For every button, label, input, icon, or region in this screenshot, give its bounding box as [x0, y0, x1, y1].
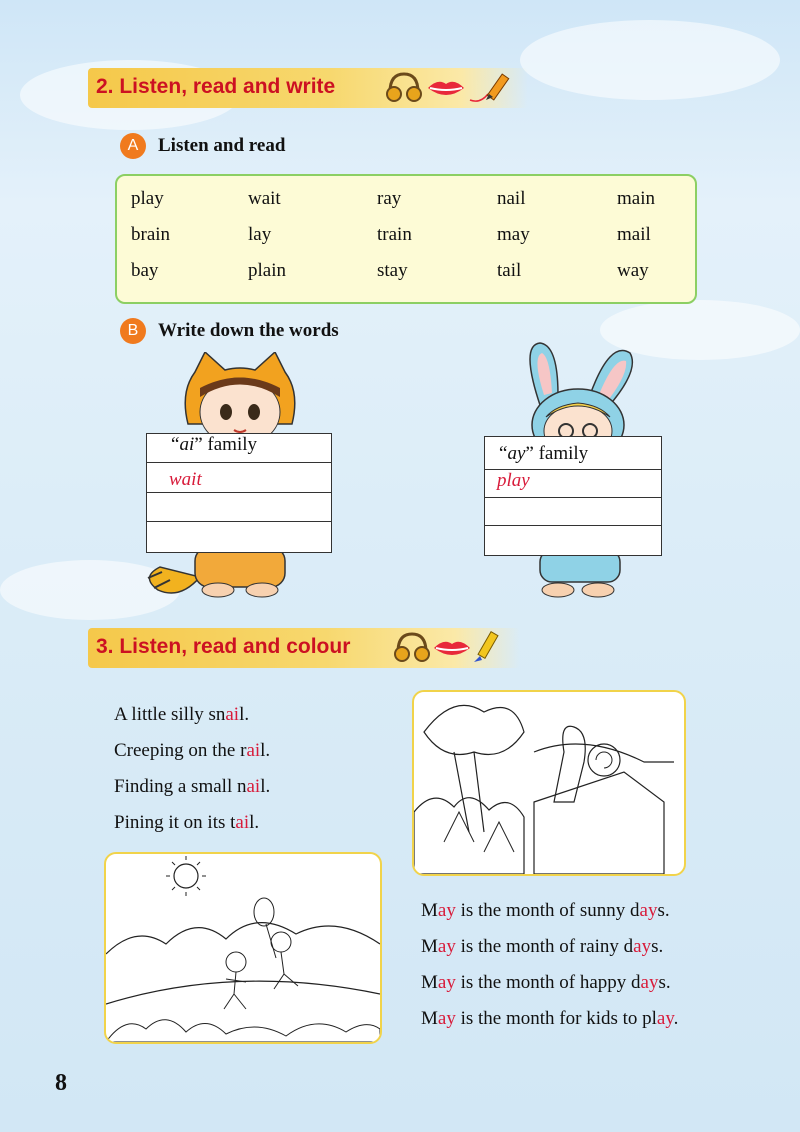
highlight-letters: ay: [437, 936, 456, 957]
kids-picture: [104, 852, 382, 1044]
highlight-letters: ay: [633, 936, 652, 957]
poem-text: l.: [239, 704, 250, 725]
word-item: main: [617, 188, 655, 209]
snail-picture: [412, 690, 686, 876]
part-a-badge: A: [120, 133, 146, 159]
headphones-lips-crayon-icon: [394, 630, 514, 666]
poem-text: Pining it on its t: [114, 812, 236, 833]
pencil-icon: [470, 74, 509, 101]
poem-line: [421, 900, 670, 922]
highlight-letters: ay: [640, 972, 659, 993]
crayon-icon: [474, 632, 498, 662]
ay-family-card: [484, 436, 662, 556]
highlight-letters: ay: [656, 1008, 674, 1029]
poem-text: s.: [651, 936, 664, 957]
poem-text: .: [673, 1008, 679, 1029]
part-a-title: Listen and read: [158, 135, 286, 156]
highlight-letters: ay: [437, 900, 456, 921]
word-item: nail: [497, 188, 526, 209]
highlight-letters: ai: [225, 704, 240, 725]
word-item: plain: [248, 260, 286, 281]
word-item: may: [497, 224, 530, 245]
poem-text: l.: [249, 812, 260, 833]
ai-family-title: “ai” family: [171, 434, 258, 455]
poem-text: A little silly sn: [114, 704, 226, 725]
poem-line: [114, 740, 270, 762]
poem-text: M: [421, 936, 438, 957]
ai-family-card: [146, 433, 332, 553]
poem-text: s.: [658, 972, 671, 993]
poem-text: is the month for kids to pl: [455, 1008, 657, 1029]
poem-line: [421, 1008, 678, 1030]
word-item: brain: [131, 224, 171, 245]
lips-icon: [434, 642, 470, 655]
section-2-title: 2. Listen, read and write: [96, 75, 336, 98]
word-item: ray: [377, 188, 402, 209]
word-item: tail: [497, 260, 522, 281]
poem-line: [114, 812, 259, 834]
poem-text: Finding a small n: [114, 776, 247, 797]
ai-family-example: wait: [169, 469, 202, 490]
poem-line: [114, 776, 270, 798]
highlight-letters: ay: [437, 972, 456, 993]
part-b-title: Write down the words: [158, 320, 339, 341]
poem-text: Creeping on the r: [114, 740, 247, 761]
word-box: [115, 174, 697, 304]
poem-text: s.: [657, 900, 670, 921]
highlight-letters: ai: [235, 812, 250, 833]
poem-text: is the month of rainy d: [455, 936, 634, 957]
headphones-icon: [395, 634, 429, 661]
highlight-letters: ay: [639, 900, 658, 921]
poem-text: M: [421, 972, 438, 993]
poem-text: is the month of happy d: [455, 972, 641, 993]
word-item: mail: [617, 224, 651, 245]
word-item: train: [377, 224, 412, 245]
poem-text: M: [421, 1008, 438, 1029]
section-2-banner: [88, 68, 528, 108]
page-number: 8: [55, 1070, 67, 1096]
poem-text: l.: [260, 740, 271, 761]
ay-family-example: play: [497, 470, 530, 491]
section-3-banner: [88, 628, 520, 668]
poem-line: [421, 972, 671, 994]
word-item: play: [131, 188, 164, 209]
ay-family-title: “ay” family: [499, 443, 589, 464]
word-item: stay: [377, 260, 408, 281]
highlight-letters: ai: [246, 776, 261, 797]
word-item: bay: [131, 260, 159, 281]
headphones-icon: [387, 74, 421, 101]
part-b-badge: B: [120, 318, 146, 344]
poem-text: is the month of sunny d: [455, 900, 640, 921]
poem-line: [114, 704, 249, 726]
highlight-letters: ay: [437, 1008, 456, 1029]
section-3-title: 3. Listen, read and colour: [96, 635, 351, 658]
word-item: way: [617, 260, 649, 281]
poem-text: M: [421, 900, 438, 921]
headphones-lips-pencil-icon: [384, 70, 524, 106]
lips-icon: [428, 82, 464, 95]
word-item: lay: [248, 224, 272, 245]
word-item: wait: [248, 188, 281, 209]
poem-text: l.: [260, 776, 271, 797]
highlight-letters: ai: [246, 740, 261, 761]
poem-line: [421, 936, 663, 958]
